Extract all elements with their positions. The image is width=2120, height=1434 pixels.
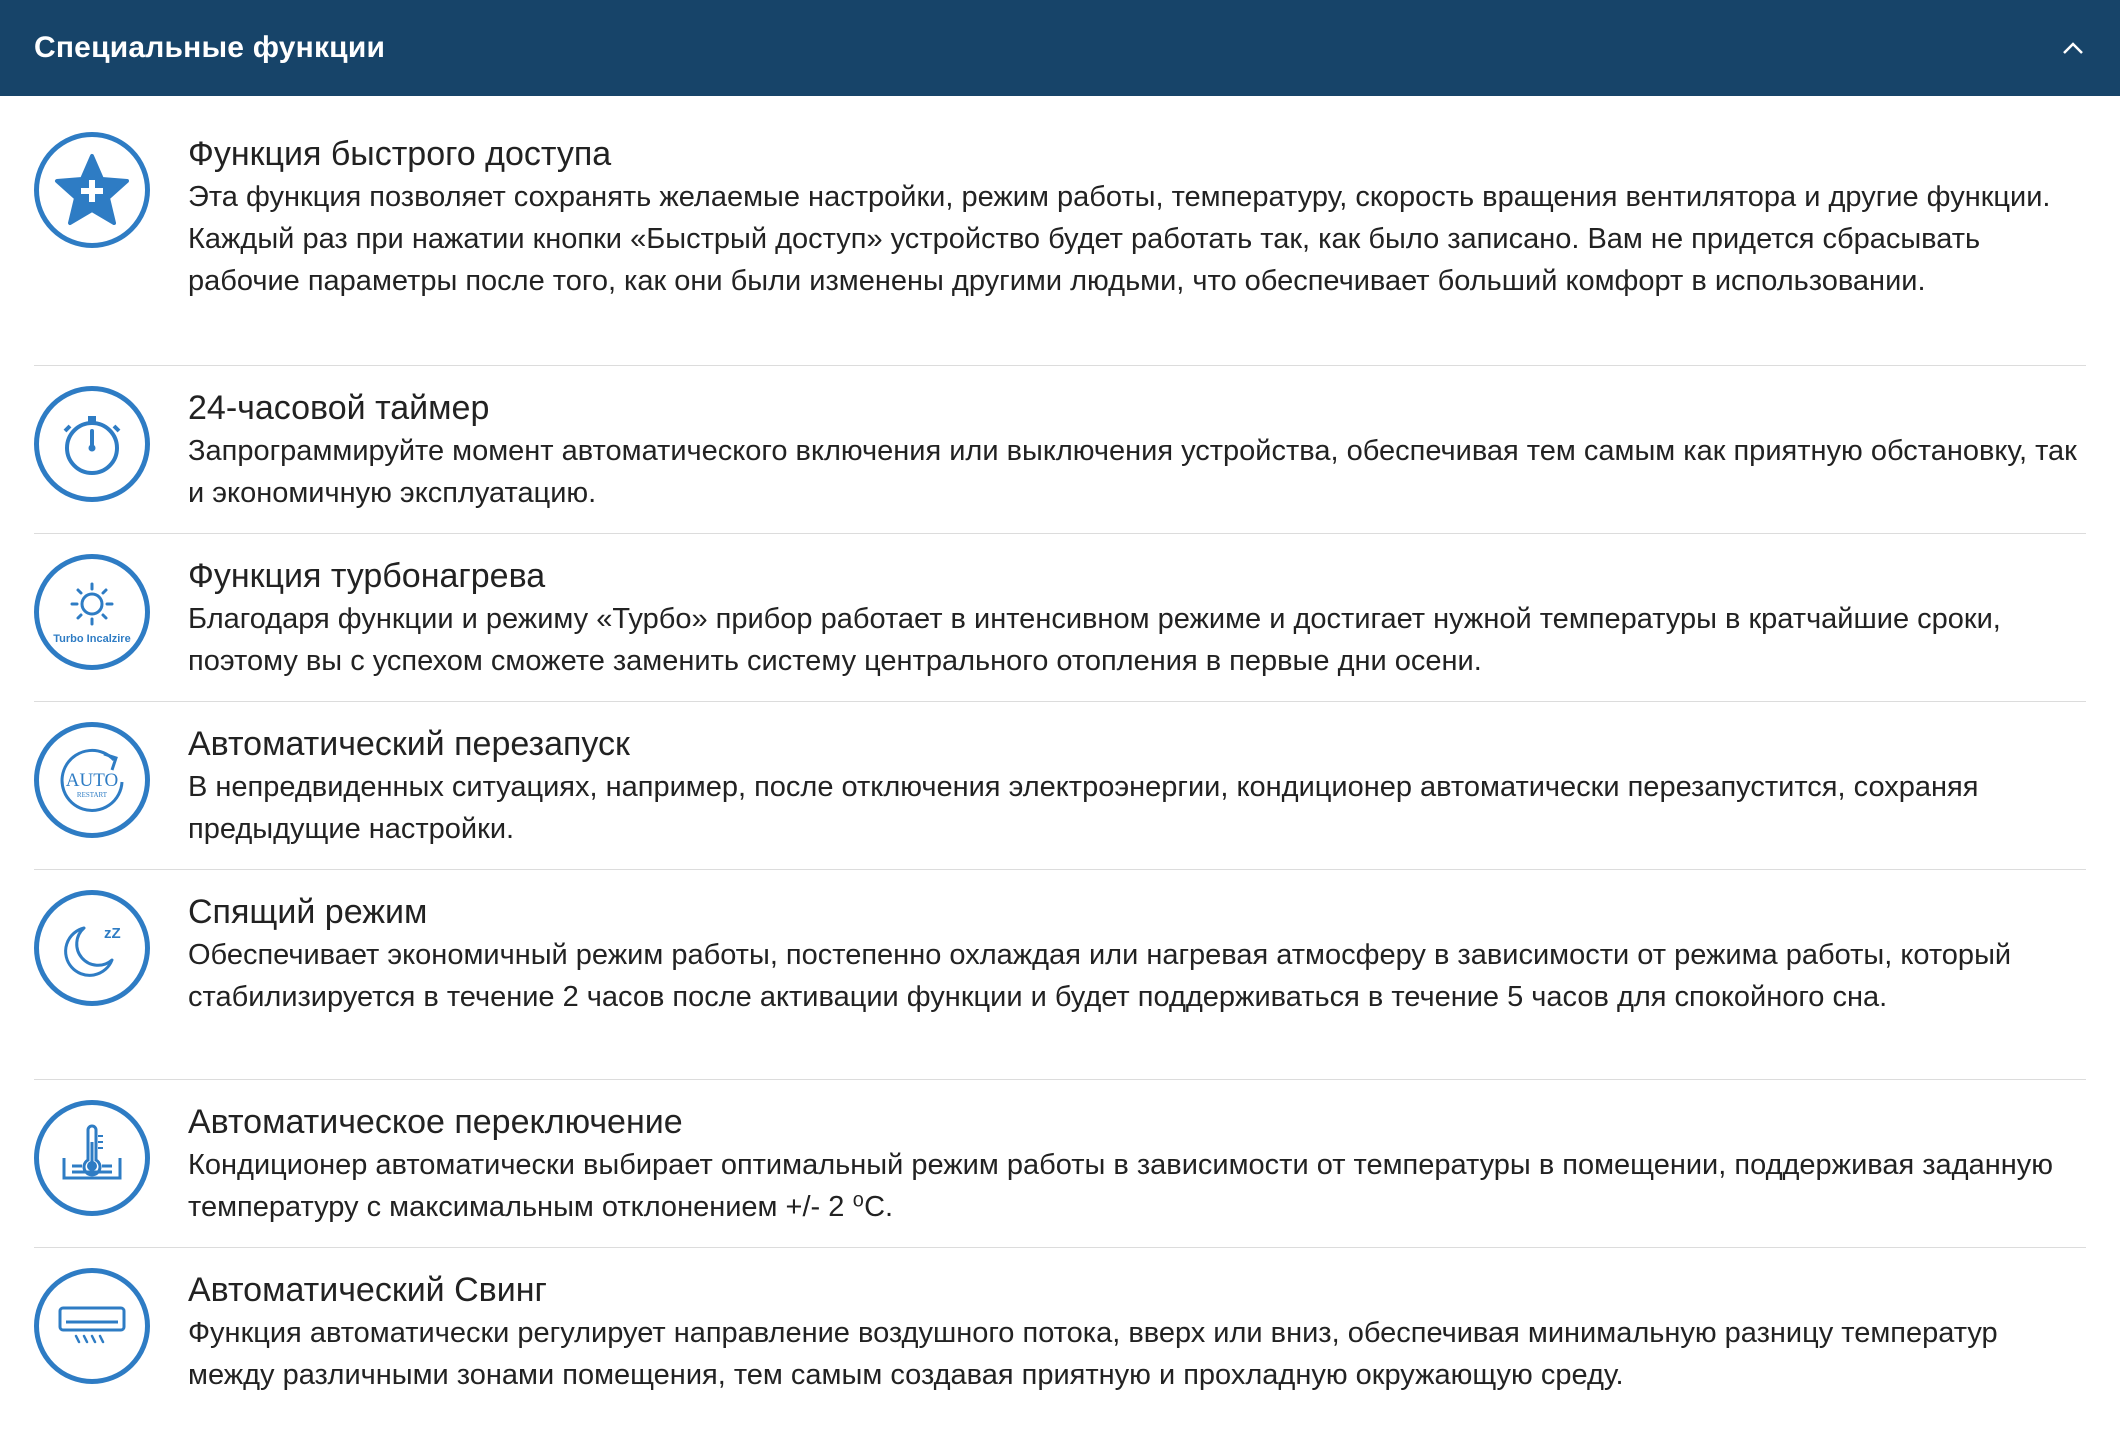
feature-text — [188, 554, 2086, 682]
feature-text — [188, 1100, 2086, 1228]
feature-description: Благодаря функции и режиму «Турбо» прибор работает в интенсивном режиме и достигает нужной температуры в кратчайшие сроки, поэтому вы с успехом сможете заменить систему центрального отопления в первые дни осени. — [188, 603, 2001, 677]
sun-turbo-icon — [34, 554, 150, 670]
air-conditioner-swing-icon — [34, 1268, 150, 1384]
star-plus-icon — [34, 132, 150, 248]
feature-item-auto-swing — [34, 1248, 2086, 1418]
feature-item-sleep-mode — [34, 870, 2086, 1080]
feature-text — [188, 1268, 2086, 1396]
feature-description: Функция автоматически регулирует направление воздушного потока, вверх или вниз, обеспечивая минимальную разницу температур между различными зонами помещения, тем самым создавая приятную и прохладную окружающую среду. — [188, 1317, 1998, 1391]
feature-text — [188, 132, 2086, 302]
feature-description: В непредвиденных ситуациях, например, после отключения электроэнергии, кондиционер автоматически перезапустится, сохраняя предыдущие настройки. — [188, 771, 1979, 845]
accordion-title: Специальные функции — [34, 31, 386, 64]
feature-item-turbo-heat — [34, 534, 2086, 702]
feature-description: Запрограммируйте момент автоматического включения или выключения устройства, обеспечивая тем самым как приятную обстановку, так и экономичную эксплуатацию. — [188, 435, 2077, 509]
feature-title: 24-часовой таймер — [188, 389, 490, 427]
accordion-header[interactable] — [0, 0, 2120, 96]
feature-item-quick-access — [34, 96, 2086, 366]
feature-description: Обеспечивает экономичный режим работы, постепенно охлаждая или нагревая атмосферу в зависимости от режима работы, который стабилизируется в течение 2 часов после активации функции и будет поддерживаться в течение 5 часов для спокойного сна. — [188, 939, 2012, 1013]
feature-title: Функция быстрого доступа — [188, 135, 612, 173]
feature-text — [188, 890, 2086, 1018]
feature-list — [0, 96, 2120, 1418]
auto-restart-subcaption: RESTART — [76, 791, 108, 799]
auto-restart-icon — [34, 722, 150, 838]
sleep-zz-caption: zZ — [104, 925, 121, 942]
sun-turbo-icon-caption: Turbo Incalzire — [53, 633, 131, 645]
moon-sleep-icon — [34, 890, 150, 1006]
feature-title: Автоматический перезапуск — [188, 725, 630, 763]
feature-text — [188, 386, 2086, 514]
feature-title: Спящий режим — [188, 893, 428, 931]
auto-restart-caption: AUTO — [65, 770, 119, 791]
feature-item-auto-restart — [34, 702, 2086, 870]
feature-text — [188, 722, 2086, 850]
feature-description: Кондиционер автоматически выбирает оптимальный режим работы в зависимости от температуры в помещении, поддерживая заданную температуру с максимальным отклонением +/- 2 ⁰С. — [188, 1149, 2053, 1223]
feature-item-timer — [34, 366, 2086, 534]
thermometer-icon — [34, 1100, 150, 1216]
chevron-up-icon[interactable] — [2056, 31, 2090, 65]
feature-title: Автоматический Свинг — [188, 1271, 547, 1309]
feature-title: Функция турбонагрева — [188, 557, 546, 595]
feature-item-auto-switch — [34, 1080, 2086, 1248]
stopwatch-icon — [34, 386, 150, 502]
feature-description: Эта функция позволяет сохранять желаемые настройки, режим работы, температуру, скорость вращения вентилятора и другие функции. Каждый раз при нажатии кнопки «Быстрый доступ» устройство будет работать так, как было записано. Вам не придется сбрасывать рабочие параметры после того, как они были изменены другими людьми, что обеспечивает больший комфорт в использовании. — [188, 181, 2051, 297]
feature-title: Автоматическое переключение — [188, 1103, 683, 1141]
